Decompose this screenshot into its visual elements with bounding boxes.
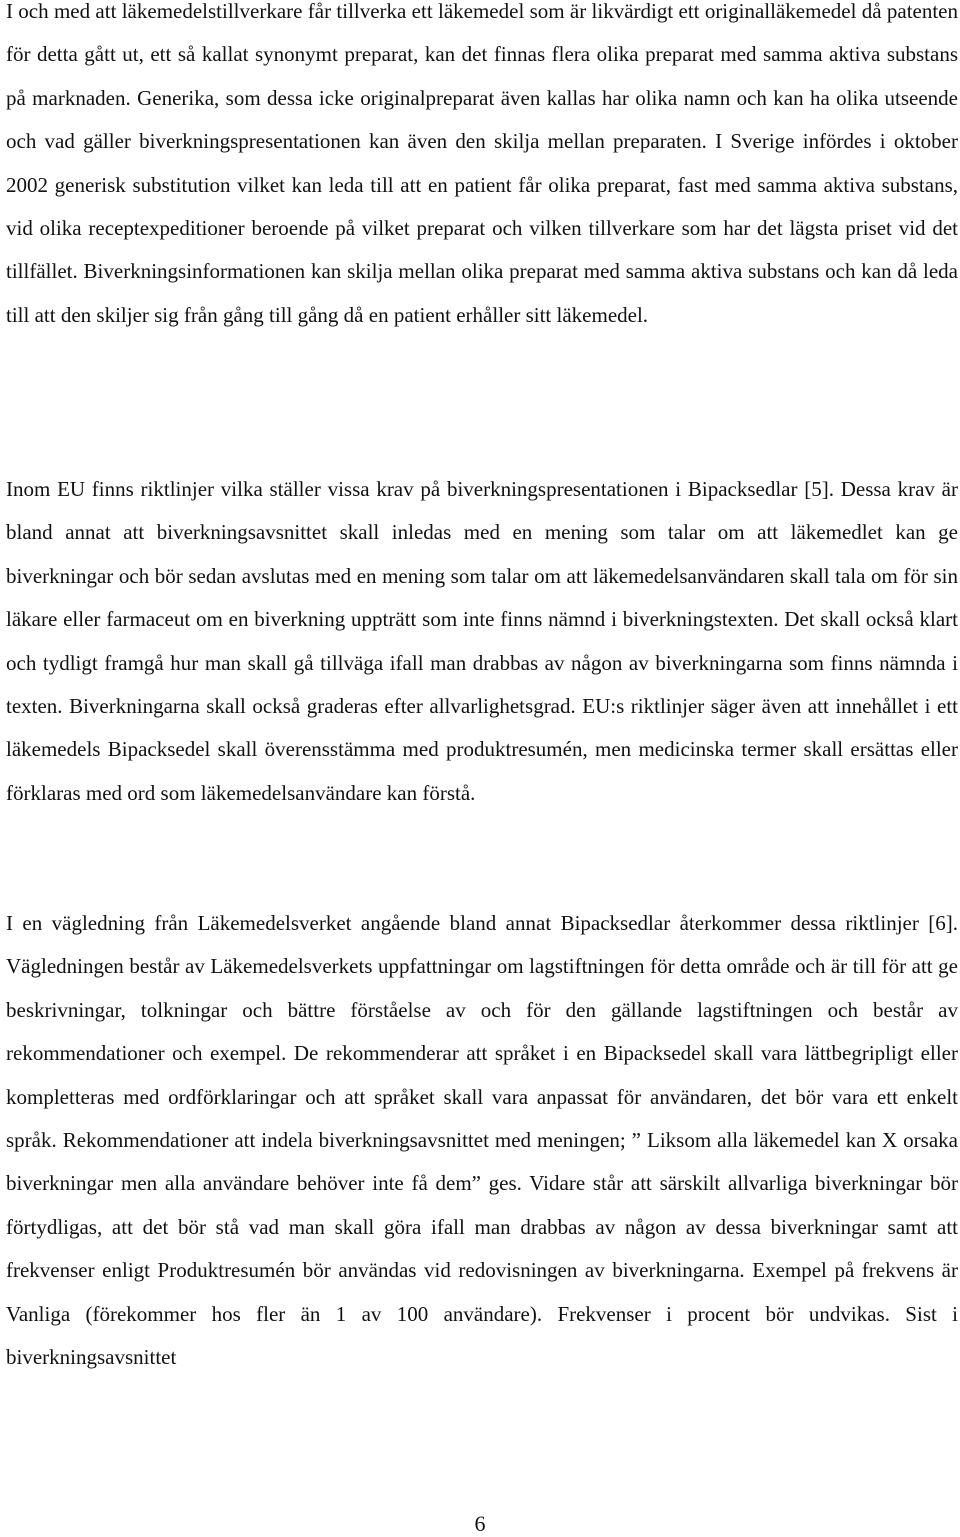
body-paragraph-lakemedelsverket-guidance: I en vägledning från Läkemedelsverket angående bland annat Bipacksedlar återkommer dessa riktlinjer [6]. Vägledningen består av Läkemedelsverkets uppfattningar om lagstiftningen för detta område och är till för att ge beskrivningar, tolkningar och bättre förståelse av och för den gällande lagstiftningen och består av rekommendationer och exempel. De rekommenderar att språket i en Bipacksedel skall vara lättbegripligt eller kompletteras med ordförklaringar och att språket skall vara anpassat för användaren, det bör vara ett enkelt språk. Rekommendationer att indela biverkningsavsnittet med meningen; ” Liksom alla läkemedel kan X orsaka biverkningar men alla användare behöver inte få dem” ges. Vidare står att särskilt allvarliga biverkningar bör förtydligas, att det bör stå vad man skall göra ifall man drabbas av någon av dessa biverkningar samt att frekvenser enligt Produktresumén bör användas vid redovisningen av biverkningarna. Exempel på frekvens är Vanliga (förekommer hos fler än 1 av 100 användare). Frekvenser i procent bör undvikas. Sist i biverkningsavsnittet — [6, 911, 958, 1370]
body-paragraph-eu-guidelines: Inom EU finns riktlinjer vilka ställer vissa krav på biverkningspresentationen i Bipacksedlar [5]. Dessa krav är bland annat att biverkningsavsnittet skall inledas med en mening som talar om att läkemedlet kan ge biverkningar och bör sedan avslutas med en mening som talar om att läkemedelsanvändaren skall tala om för sin läkare eller farmaceut om en biverkning uppträtt som inte finns nämnd i biverkningstexten. Det skall också klart och tydligt framgå hur man skall gå tillväga ifall man drabbas av någon av biverkningarna som finns nämnda i texten. Biverkningarna skall också graderas efter allvarlighetsgrad. EU:s riktlinjer säger även att innehållet i ett läkemedels Bipacksedel skall överensstämma med produktresumén, men medicinska termer skall ersättas eller förklaras med ord som läkemedelsanvändare kan förstå. — [6, 477, 958, 805]
body-paragraph-generic-substitution: I och med att läkemedelstillverkare får tillverka ett läkemedel som är likvärdigt ett originalläkemedel då patenten för detta gått ut, ett så kallat synonymt preparat, kan det finnas flera olika preparat med samma aktiva substans på marknaden. Generika, som dessa icke originalpreparat även kallas har olika namn och kan ha olika utseende och vad gäller biverkningspresentationen kan även den skilja mellan preparaten. I Sverige infördes i oktober 2002 generisk substitution vilket kan leda till att en patient får olika preparat, fast med samma aktiva substans, vid olika receptexpeditioner beroende på vilket preparat och vilken tillverkare som har det lägsta priset vid det tillfället. Biverkningsinformationen kan skilja mellan olika preparat med samma aktiva substans och kan då leda till att den skiljer sig från gång till gång då en patient erhåller sitt läkemedel. — [6, 0, 958, 327]
page-number: 6 — [474, 1511, 486, 1536]
